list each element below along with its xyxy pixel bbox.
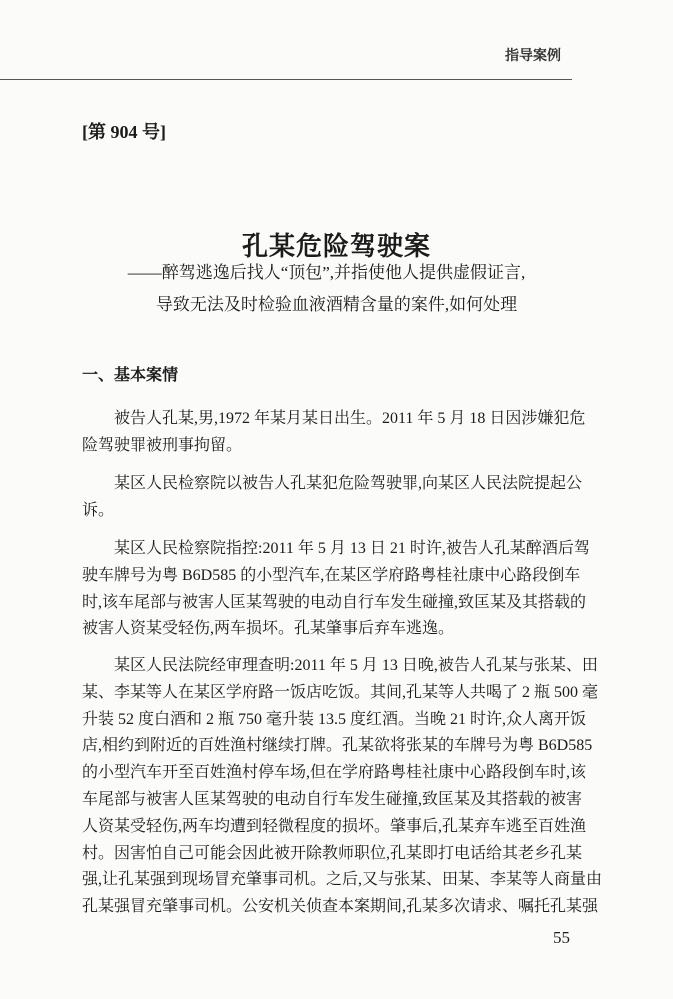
paragraph-line: 时,该车尾部与被害人匡某驾驶的电动自行车发生碰撞,致匡某及其搭载的 xyxy=(82,593,587,611)
paragraph-line: 某、李某等人在某区学府路一饭店吃饭。其间,孔某等人共喝了 2 瓶 500 毫 xyxy=(82,683,599,701)
paragraph-line: 某区人民检察院以被告人孔某犯危险驾驶罪,向某区人民法院提起公 xyxy=(114,475,583,492)
page-number: 55 xyxy=(553,928,570,947)
page-title: 孔某危险驾驶案 xyxy=(241,232,431,261)
subtitle-line: 导致无法及时检验血液酒精含量的案件,如何处理 xyxy=(155,295,518,314)
header-rule xyxy=(0,79,572,80)
paragraph-line: 车尾部与被害人匡某驾驶的电动自行车发生碰撞,致匡某及其搭载的被害 xyxy=(82,791,583,808)
paragraph-line: 村。因害怕自己可能会因此被开除教师职位,孔某即打电话给其老乡孔某 xyxy=(82,844,583,862)
subtitle-line: ——醉驾逃逸后找人“顶包”,并指使他人提供虚假证言, xyxy=(127,263,526,282)
section-heading: 一、基本案情 xyxy=(82,367,179,384)
paragraph-line: 被告人孔某,男,1972 年某月某日出生。2011 年 5 月 18 日因涉嫌犯危 xyxy=(114,410,586,427)
paragraph-line: 孔某强冒充肇事司机。公安机关侦查本案期间,孔某多次请求、嘱托孔某强 xyxy=(82,898,599,916)
paragraph-line: 某区人民检察院指控:2011 年 5 月 13 日 21 时许,被告人孔某醉酒后驾 xyxy=(114,540,590,557)
case-number: [第 904 号] xyxy=(82,122,166,142)
paragraph-line: 被害人资某受轻伤,两车损坏。孔某肇事后弃车逃逸。 xyxy=(82,620,455,638)
paragraph-line: 人资某受轻伤,两车均遭到轻微程度的损坏。肇事后,孔某弃车逃至百姓渔 xyxy=(82,817,587,835)
paragraph-line: 驶车牌号为粤 B6D585 的小型汽车,在某区学府路粤桂社康中心路段倒车 xyxy=(82,566,581,584)
paragraph-line: 升装 52 度白酒和 2 瓶 750 毫升装 13.5 度红酒。当晚 21 时许,众人离开饭 xyxy=(82,710,587,728)
paragraph-line: 店,相约到附近的百姓渔村继续打牌。孔某欲将张某的车牌号为粤 B6D585 xyxy=(82,737,593,755)
paragraph-line: 诉。 xyxy=(82,501,115,519)
paragraph-line: 强,让孔某强到现场冒充肇事司机。之后,又与张某、田某、李某等人商量由 xyxy=(82,871,603,889)
paragraph-line: 的小型汽车开至百姓渔村停车场,但在学府路粤桂社康中心路段倒车时,该 xyxy=(82,764,587,782)
paragraph-line: 某区人民法院经审理查明:2011 年 5 月 13 日晚,被告人孔某与张某、田 xyxy=(114,657,598,674)
running-head: 指导案例 xyxy=(505,47,561,63)
paragraph-line: 险驾驶罪被刑事拘留。 xyxy=(82,436,243,454)
